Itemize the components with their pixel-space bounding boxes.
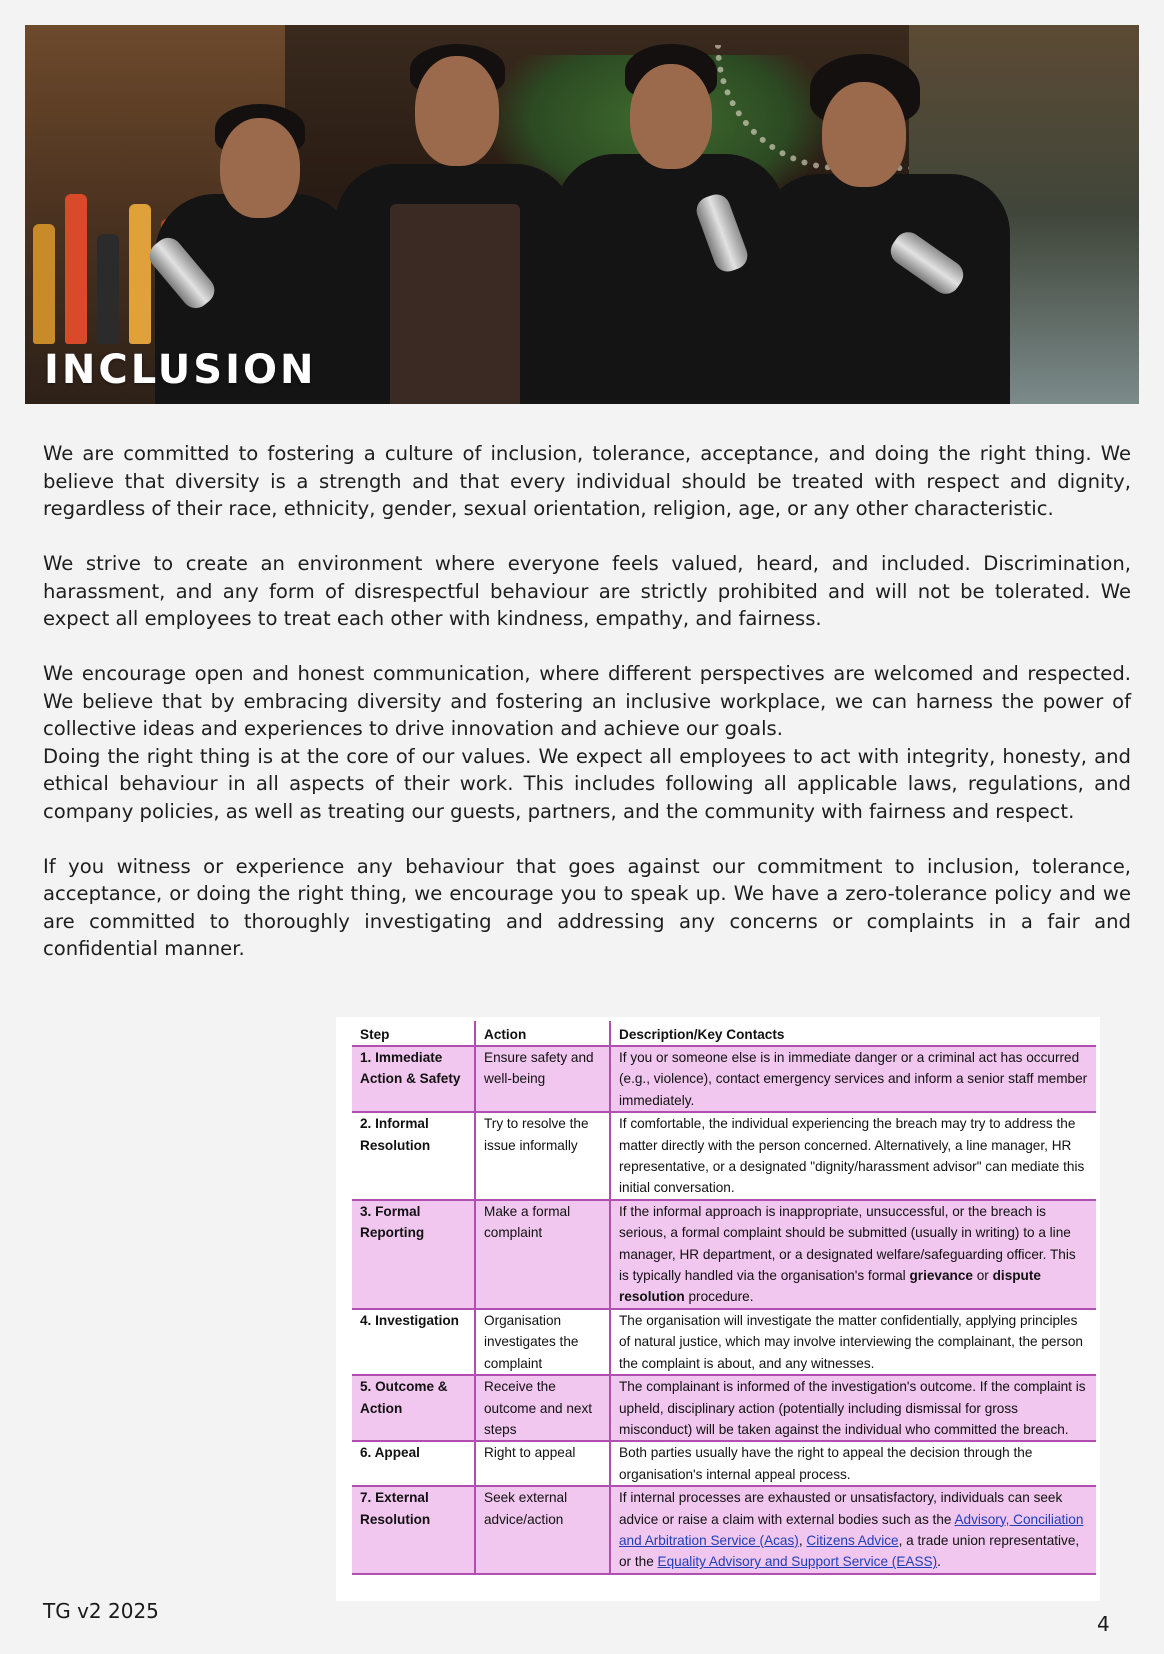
description-text: . xyxy=(937,1554,941,1570)
column-header: Step xyxy=(352,1021,475,1046)
body-text xyxy=(43,440,1131,963)
step-cell: 4. Investigation xyxy=(352,1309,475,1375)
bartender-4 xyxy=(760,54,1010,404)
table-header-row xyxy=(352,1021,1096,1046)
bottle xyxy=(97,234,119,344)
description-cell xyxy=(610,1200,1096,1309)
table-row xyxy=(352,1112,1096,1200)
description-cell: If you or someone else is in immediate danger or a criminal act has occurred (e.g., violence), contact emergency services and inform a senior staff member immediately. xyxy=(610,1046,1096,1112)
description-text: If internal processes are exhausted or unsatisfactory, individuals can seek advice or raise a claim with external bodies such as the xyxy=(619,1490,1063,1527)
citizens-advice-link[interactable]: Citizens Advice xyxy=(806,1532,899,1548)
version-label: TG v2 2025 xyxy=(43,1599,159,1623)
table-row xyxy=(352,1046,1096,1112)
table-row xyxy=(352,1441,1096,1486)
description-text: If the informal approach is inappropriate, unsuccessful, or the breach is serious, a formal complaint should be submitted (usually in writing) to a line manager, HR department, or a designated welfare/safeguarding officer. This is typically handled via the organisation's formal xyxy=(619,1203,1076,1284)
procedure-table-image xyxy=(336,1017,1100,1601)
table-row xyxy=(352,1200,1096,1309)
paragraph: Doing the right thing is at the core of our values. We expect all employees to act with integrity, honesty, and ethical behaviour in all aspects of their work. This includes following all applicable laws, regulations, and company policies, as well as treating our guests, partners, and the community with fairness and respect. xyxy=(43,744,1131,823)
action-cell: Seek external advice/action xyxy=(475,1486,610,1574)
step-cell: 2. Informal Resolution xyxy=(352,1112,475,1200)
paragraph: We strive to create an environment where everyone feels valued, heard, and included. Discrimination, harassment, and any form of disrespectful behaviour are strictly prohibited and will not be tolerated. We expect all employees to treat each other with kindness, empathy, and fairness. xyxy=(43,552,1131,630)
grievance-term: grievance xyxy=(909,1268,973,1284)
acas-link[interactable]: Advisory, Conciliation and Arbitration Service (Acas) xyxy=(619,1511,1084,1548)
description-cell: The organisation will investigate the matter confidentially, applying principles of natural justice, which may involve interviewing the complainant, the person the complaint is about, and any witnesses. xyxy=(610,1309,1096,1375)
bottle xyxy=(65,194,87,344)
step-cell: 1. Immediate Action & Safety xyxy=(352,1046,475,1112)
action-cell: Ensure safety and well-being xyxy=(475,1046,610,1112)
bartender-2 xyxy=(325,44,585,404)
step-cell: 7. External Resolution xyxy=(352,1486,475,1574)
description-text: procedure. xyxy=(684,1289,754,1305)
step-cell: 6. Appeal xyxy=(352,1441,475,1486)
description-cell xyxy=(610,1486,1096,1574)
bottle xyxy=(33,224,55,344)
action-cell: Try to resolve the issue informally xyxy=(475,1112,610,1200)
step-cell: 3. Formal Reporting xyxy=(352,1200,475,1309)
procedure-table xyxy=(352,1021,1096,1575)
description-cell: The complainant is informed of the investigation's outcome. If the complaint is upheld, disciplinary action (potentially including dismissal for gross misconduct) will be taken against the individual who committed the breach. xyxy=(610,1375,1096,1441)
column-header: Description/Key Contacts xyxy=(610,1021,1096,1046)
description-text: or xyxy=(972,1268,993,1284)
eass-link[interactable]: Equality Advisory and Support Service (EASS) xyxy=(657,1554,938,1570)
description-cell: If comfortable, the individual experiencing the breach may try to address the matter directly with the person concerned. Alternatively, a line manager, HR representative, or a designated "dignity/harassment advisor" can mediate this initial conversation. xyxy=(610,1112,1096,1200)
paragraph: We encourage open and honest communication, where different perspectives are welcomed and respected. We believe that by embracing diversity and fostering an inclusive workplace, we can harness the power of collective ideas and experiences to drive innovation and achieve our goals. xyxy=(43,662,1131,740)
action-cell: Make a formal complaint xyxy=(475,1200,610,1309)
column-header: Action xyxy=(475,1021,610,1046)
action-cell: Organisation investigates the complaint xyxy=(475,1309,610,1375)
page-number: 4 xyxy=(1097,1612,1110,1636)
bartender-3 xyxy=(555,44,785,404)
step-cell: 5. Outcome & Action xyxy=(352,1375,475,1441)
paragraph: We are committed to fostering a culture of inclusion, tolerance, acceptance, and doing the right thing. We believe that diversity is a strength and that every individual should be treated with respect and dignity, regardless of their race, ethnicity, gender, sexual orientation, religion, age, or any other characteristic. xyxy=(43,442,1131,520)
table-row xyxy=(352,1309,1096,1375)
paragraph: If you witness or experience any behaviour that goes against our commitment to inclusion, tolerance, acceptance, or doing the right thing, we encourage you to speak up. We have a zero-tolerance policy and we are committed to thoroughly investigating and addressing any concerns or complaints in a fair and confidential manner. xyxy=(43,854,1131,960)
page-title: INCLUSION xyxy=(44,347,317,393)
description-text: , a trade union representative, or the xyxy=(619,1532,1080,1570)
table-row xyxy=(352,1375,1096,1441)
dispute-resolution-term: dispute resolution xyxy=(619,1268,1041,1305)
action-cell: Right to appeal xyxy=(475,1441,610,1486)
description-cell: Both parties usually have the right to appeal the decision through the organisation's internal appeal process. xyxy=(610,1441,1096,1486)
description-text: , xyxy=(798,1532,807,1548)
table-row xyxy=(352,1486,1096,1574)
action-cell: Receive the outcome and next steps xyxy=(475,1375,610,1441)
